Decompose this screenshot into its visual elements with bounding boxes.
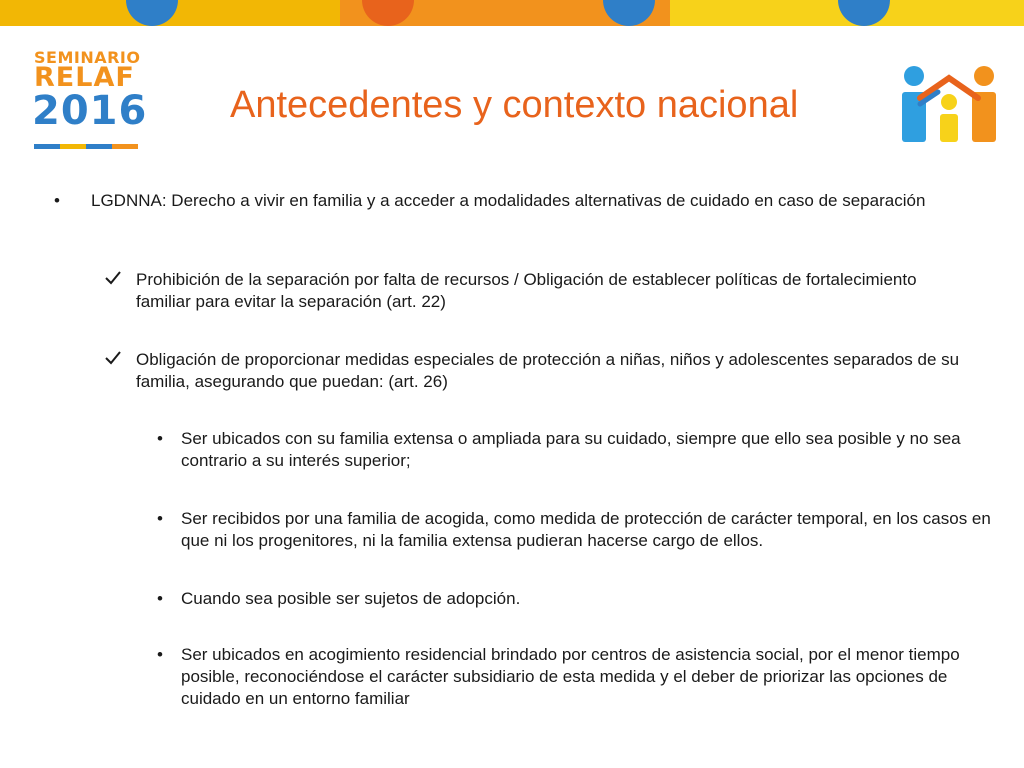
logo-line-year: 2016 [32,88,148,134]
sub-bullet-item: Ser ubicados con su familia extensa o ampliada para su cuidado, siempre que ello sea posible y no sea contrario a su interés superior; [181,429,961,470]
sub-bullet-item: Cuando sea posible ser sujetos de adopción. [181,589,521,608]
bullet-icon: • [157,429,163,448]
bullet-icon: • [157,645,163,664]
bullet-icon: • [157,509,163,528]
logo-line-relaf: RELAF [34,62,135,93]
bullet-level1-item: LGDNNA: Derecho a vivir en familia y a acceder a modalidades alternativas de cuidado en caso de separación [91,191,926,210]
logo-line-seminario: SEMINARIO [34,48,141,67]
sub-bullet-item: Ser recibidos por una familia de acogida, como medida de protección de carácter temporal, en los casos en que ni los progenitores, ni la familia extensa pudieran hacerse cargo de ellos. [181,509,991,550]
check-item: Obligación de proporcionar medidas especiales de protección a niñas, niños y adolescentes separados de su familia, asegurando que puedan: (art. 26) [136,350,960,391]
check-item: Prohibición de la separación por falta de recursos / Obligación de establecer políticas de fortalecimiento familiar para evitar la separación (art. 22) [136,270,917,311]
bullet-icon: • [54,191,60,210]
sub-bullet-item: Ser ubicados en acogimiento residencial brindado por centros de asistencia social, por el menor tiempo posible, reconociéndose el carácter subsidiario de esta medida y el deber de priorizar las opciones de cuidado en un entorno familiar [181,645,960,708]
slide-title: Antecedentes y contexto nacional [230,84,799,126]
bullet-icon: • [157,589,163,608]
check-icon [104,349,122,373]
check-icon [104,269,122,293]
